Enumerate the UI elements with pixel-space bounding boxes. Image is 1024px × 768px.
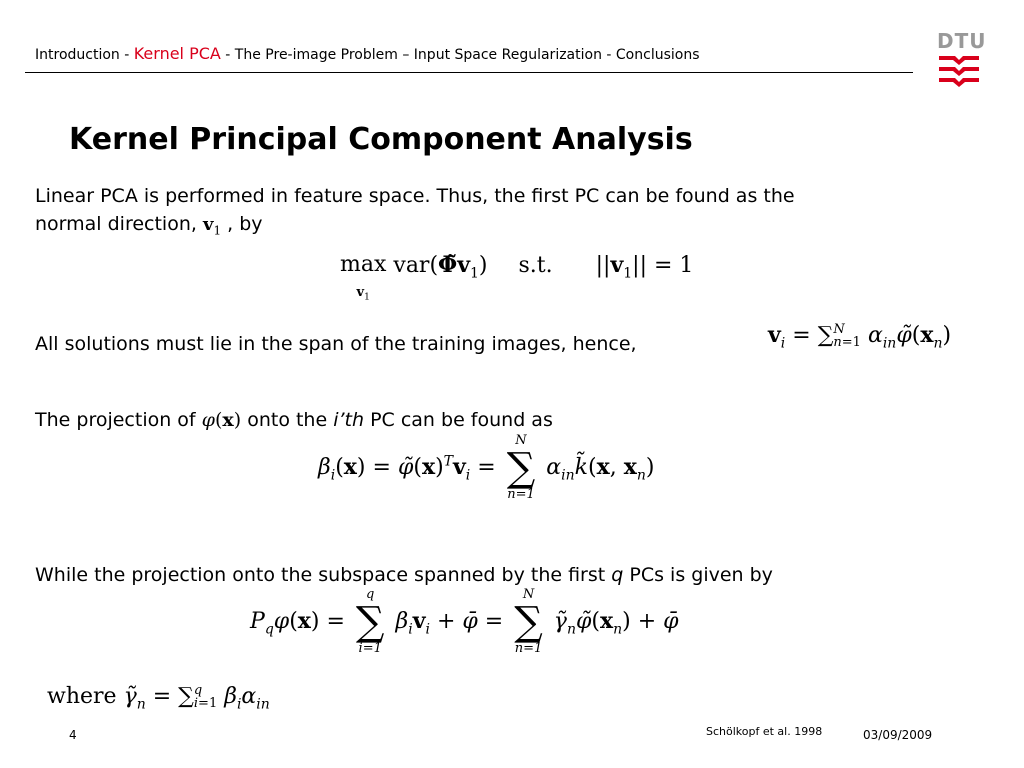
paragraph-fragment: q (611, 564, 624, 586)
paragraph-fragment: normal direction, (35, 213, 197, 235)
math-v1: $v_1$ (202, 214, 222, 238)
paragraph-line (35, 210, 795, 245)
math-phi-x: φ(x) (201, 409, 242, 431)
equation-beta-projection: $\beta_i(x)$ = $\varphĩ(x)^Tv_i$ = N ∑ n=1 $\alpha_{in}k̃(x$, $x_n$) (318, 433, 655, 502)
paragraph-fragment: PCs is given by (629, 564, 773, 586)
paragraph-projection (35, 406, 553, 434)
paragraph-fragment: PC can be found as (370, 409, 553, 431)
equation-max-variance: max $v_1$ $var(\Phĩv_1)$ s.t. $||v_1|| = 1$ (340, 252, 694, 303)
paragraph-fragment: onto the (247, 409, 328, 431)
equation-vi-span: $v_i = \sum N$ n=1 $\alpha_{in}\varphĩ(x_n)$ (768, 322, 952, 352)
dtu-logo (937, 29, 987, 92)
paragraph-fragment: While the projection onto the subspace spanned by the first (35, 564, 606, 586)
paragraph-subspace (35, 561, 773, 589)
equation-subspace-projection: $P_q\varphi(x)$ = q ∑ i=1 $\beta_iv_i$ + φ̄ = N ∑ n=1 $\gammã_n\varphĩ(x_n)$ + φ̄ (250, 587, 679, 656)
paragraph-linear-pca (35, 182, 795, 245)
slide-title: Kernel Principal Component Analysis (69, 122, 693, 157)
equation-gamma-definition: where $\gammã_n = \sum q$ i=1 $\beta_i\alpha_{in}$ (47, 683, 270, 713)
paragraph-line: Linear PCA is performed in feature space. Thus, the first PC can be found as the (35, 185, 795, 207)
nav-item-introduction[interactable]: Introduction - (35, 47, 134, 63)
dtu-wave-icon (937, 52, 981, 88)
paragraph-fragment: , by (227, 213, 263, 235)
page-number: 4 (69, 728, 77, 742)
header-rule (25, 72, 913, 73)
nav-item-kernel-pca[interactable]: Kernel PCA (133, 44, 221, 63)
citation: Schölkopf et al. 1998 (706, 725, 823, 738)
slide-date: 03/09/2009 (863, 728, 933, 742)
nav-item-rest[interactable]: - The Pre-image Problem – Input Space Regularization - Conclusions (220, 47, 700, 63)
paragraph-fragment: The projection of (35, 409, 196, 431)
paragraph-fragment: All solutions must lie in the span of the training images, hence, (35, 333, 637, 355)
breadcrumb-nav (35, 44, 700, 63)
dtu-logo-text: DTU (937, 29, 987, 53)
paragraph-fragment: i’th (333, 409, 365, 431)
paragraph-span-solutions (35, 330, 637, 358)
